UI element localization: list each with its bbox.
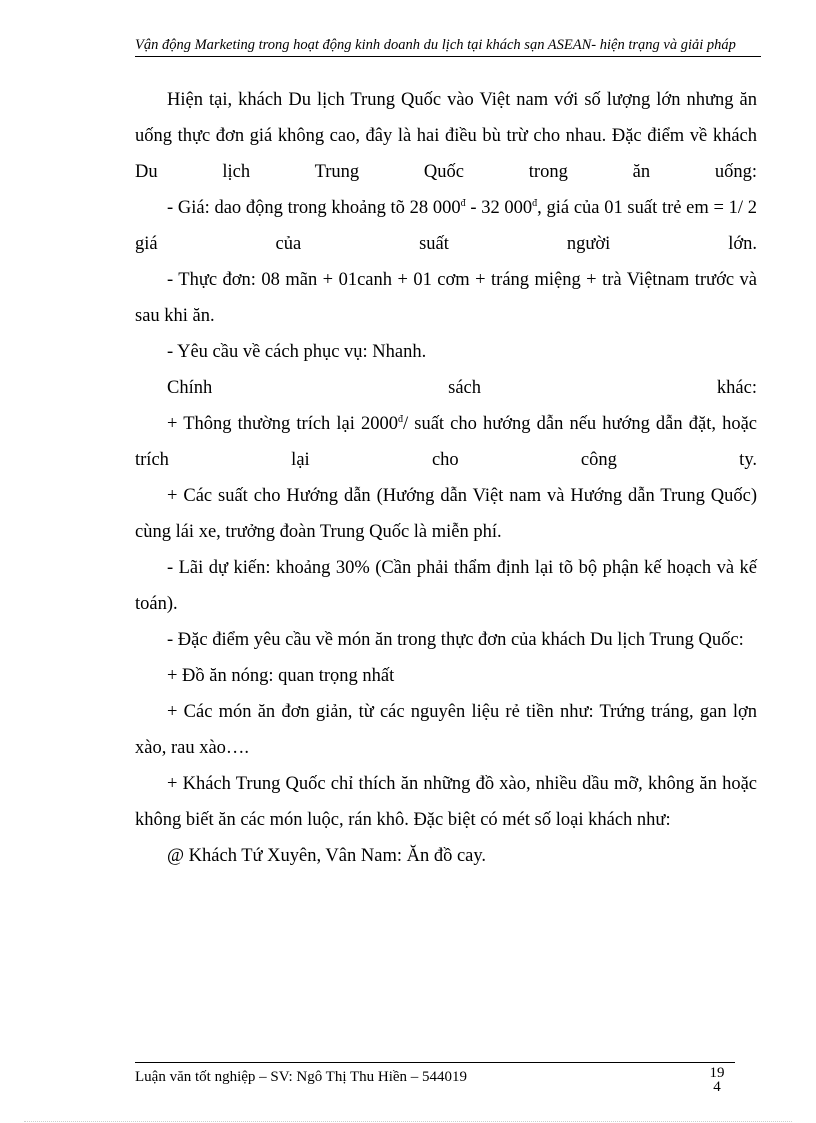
paragraph-food-features: - Đặc điểm yêu cầu về món ăn trong thực đơn của khách Du lịch Trung Quốc: xyxy=(167,630,744,650)
paragraph-spicy: @ Khách Tứ Xuyên, Vân Nam: Ăn đồ cay. xyxy=(167,846,487,866)
footer-divider xyxy=(135,1062,735,1063)
paragraph-fried-food: + Khách Trung Quốc chỉ thích ăn những đồ xào, nhiều dầu mỡ, không ăn hoặc không biết ăn các món luộc, rán khô. Đặc biệt có mét số loại khách như: xyxy=(135,774,757,830)
paragraph-profit: - Lãi dự kiến: khoảng 30% (Cần phải thẩm định lại tõ bộ phận kế hoạch và kế toán). xyxy=(135,558,757,614)
running-header xyxy=(135,36,761,57)
document-body xyxy=(135,82,757,874)
footer-text: Luận văn tốt nghiệp – SV: Ngô Thị Thu Hiền – 544019 xyxy=(135,1069,468,1085)
page-edge-divider xyxy=(24,1121,792,1122)
paragraph-menu: - Thực đơn: 08 mãn + 01canh + 01 cơm + tráng miệng + trà Việtnam trước và sau khi ăn. xyxy=(135,270,757,326)
page-number-line1: 19 xyxy=(709,1065,725,1081)
paragraph-price: - Giá: dao động trong khoảng tõ 28 $000^đ - 32$ $000^đ$, giá của 01 suất trẻ em = 1/ 2 giá của suất người lớn. xyxy=(135,197,757,254)
page-number xyxy=(705,1066,729,1094)
paragraph-free-meals: + Các suất cho Hướng dẫn (Hướng dẫn Việt nam và Hướng dẫn Trung Quốc) cùng lái xe, trưởng đoàn Trung Quốc là miễn phí. xyxy=(135,486,757,542)
header-title: Vận động Marketing trong hoạt động kinh doanh du lịch tại khách sạn ASEAN- hiện trạng và giải pháp xyxy=(135,37,736,53)
paragraph-hot-food: + Đồ ăn nóng: quan trọng nhất xyxy=(167,666,395,686)
paragraph-policy: Chính sách khác: xyxy=(167,378,757,398)
paragraph-intro: Hiện tại, khách Du lịch Trung Quốc vào Việt nam với số lượng lớn nhưng ăn uống thực đơn giá không cao, đây là hai điều bù trừ cho nhau. Đặc điểm về khách Du lịch Trung Quốc trong ăn uống: xyxy=(135,90,757,182)
paragraph-simple-dishes: + Các món ăn đơn giản, từ các nguyên liệu rẻ tiền như: Trứng tráng, gan lợn xào, rau xào…. xyxy=(135,702,757,758)
paragraph-service: - Yêu cầu về cách phục vụ: Nhanh. xyxy=(167,342,427,362)
paragraph-commission: + Thông thường trích lại $2000^đ/$ suất cho hướng dẫn nếu hướng dẫn đặt, hoặc trích lại cho công ty. xyxy=(135,413,757,470)
page-number-line2: 4 xyxy=(713,1079,721,1095)
